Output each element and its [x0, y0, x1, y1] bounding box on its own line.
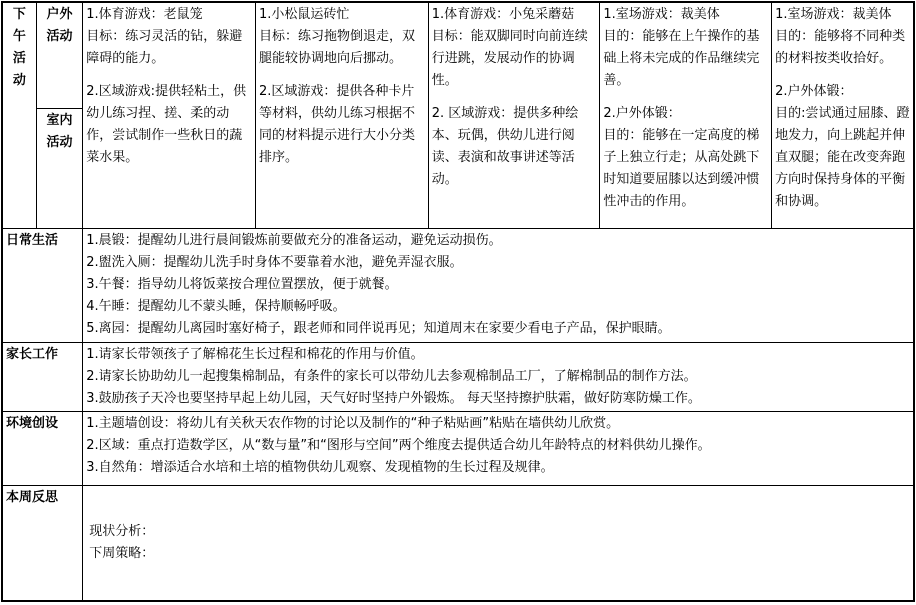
- daily-life-label: 日常生活: [2, 228, 83, 342]
- list-item: 2.请家长协助幼儿一起搜集棉制品，有条件的家长可以带幼儿去参观棉制品工厂，了解棉制品的制作方法。: [86, 368, 697, 384]
- weekly-plan-table: [1, 1, 915, 602]
- reflection-label: 本周反思: [2, 485, 83, 601]
- parent-work-row: [2, 342, 914, 411]
- parent-work-label: 家长工作: [2, 342, 83, 411]
- list-item: 1.请家长带领孩子了解棉花生长过程和棉花的作用与价值。: [86, 346, 424, 362]
- reflection-content: [83, 485, 914, 601]
- afternoon-outdoor-row: [2, 2, 914, 108]
- daily-life-content: [83, 228, 914, 342]
- afternoon-day-4: 1.室场游戏：裁美体 目的：能够在上午操作的基础上将未完成的作品继续完善。 2.户外体锻： 目的：能够在一定高度的梯子上独立行走；从高处跳下时知道要屈膝以达到缓冲惯性冲击的作用。: [600, 2, 772, 228]
- list-item: 3.午餐：指导幼儿将饭菜按合理位置摆放，便于就餐。: [86, 276, 398, 292]
- afternoon-day-5: 1.室场游戏：裁美体 目的：能够将不同种类的材料按类收拾好。 2.户外体锻： 目的:尝试通过屈膝、蹬地发力，向上跳起并伸直双腿；能在改变奔跑方向时保持身体的平衡和协调。: [772, 2, 914, 228]
- list-item: 3.自然角：增添适合水培和土培的植物供幼儿观察、发现植物的生长过程及规律。: [86, 459, 554, 475]
- list-item: 4.午睡：提醒幼儿不蒙头睡，保持顺畅呼吸。: [86, 298, 346, 314]
- next-week-strategy-label: 下周策略：: [89, 545, 155, 561]
- afternoon-day-1: 1.体育游戏：老鼠笼 目标：练习灵活的钻，躲避障碍的能力。 2.区域游戏:提供轻粘土，供幼儿练习捏、搓、柔的动作，尝试制作一些秋日的蔬菜水果。: [83, 2, 256, 228]
- environment-row: [2, 411, 914, 485]
- daily-life-row: [2, 228, 914, 342]
- parent-work-content: [83, 342, 914, 411]
- afternoon-activity-label: 下 午 活 动: [2, 2, 36, 228]
- indoor-activity-label: 室内 活动: [36, 108, 82, 228]
- reflection-row: [2, 485, 914, 601]
- status-analysis-label: 现状分析：: [89, 523, 155, 539]
- afternoon-day-2: 1.小松鼠运砖忙 目标：练习拖物倒退走，双腿能较协调地向后挪动。 2.区域游戏：提供各种卡片等材料，供幼儿练习根据不同的材料提示进行大小分类排序。: [255, 2, 428, 228]
- environment-content: [83, 411, 914, 485]
- list-item: 1.主题墙创设：将幼儿有关秋天农作物的讨论以及制作的“种子粘贴画”粘贴在墙供幼儿欣赏。: [86, 415, 620, 431]
- environment-label: 环境创设: [2, 411, 83, 485]
- outdoor-activity-label: 户外 活动: [36, 2, 82, 108]
- list-item: 2.盥洗入厕：提醒幼儿洗手时身体不要靠着水池，避免弄湿衣服。: [86, 254, 463, 270]
- list-item: 3.鼓励孩子天冷也要坚持早起上幼儿园，天气好时坚持户外锻炼。 每天坚持擦护肤霜，做好防寒防燥工作。: [86, 390, 701, 406]
- list-item: 5.离园：提醒幼儿离园时塞好椅子，跟老师和同伴说再见；知道周末在家要少看电子产品，保护眼睛。: [86, 320, 671, 336]
- list-item: 1.晨锻：提醒幼儿进行晨间锻炼前要做充分的准备运动，避免运动损伤。: [86, 232, 502, 248]
- afternoon-day-3: 1.体育游戏：小兔采蘑菇 目标：能双脚同时向前连续行进跳，发展动作的协调性。 2. 区域游戏：提供多种绘本、玩偶，供幼儿进行阅读、表演和故事讲述等活动。: [428, 2, 600, 228]
- list-item: 2.区域：重点打造数学区，从“数与量”和“图形与空间”两个维度去提供适合幼儿年龄特点的材料供幼儿操作。: [86, 437, 711, 453]
